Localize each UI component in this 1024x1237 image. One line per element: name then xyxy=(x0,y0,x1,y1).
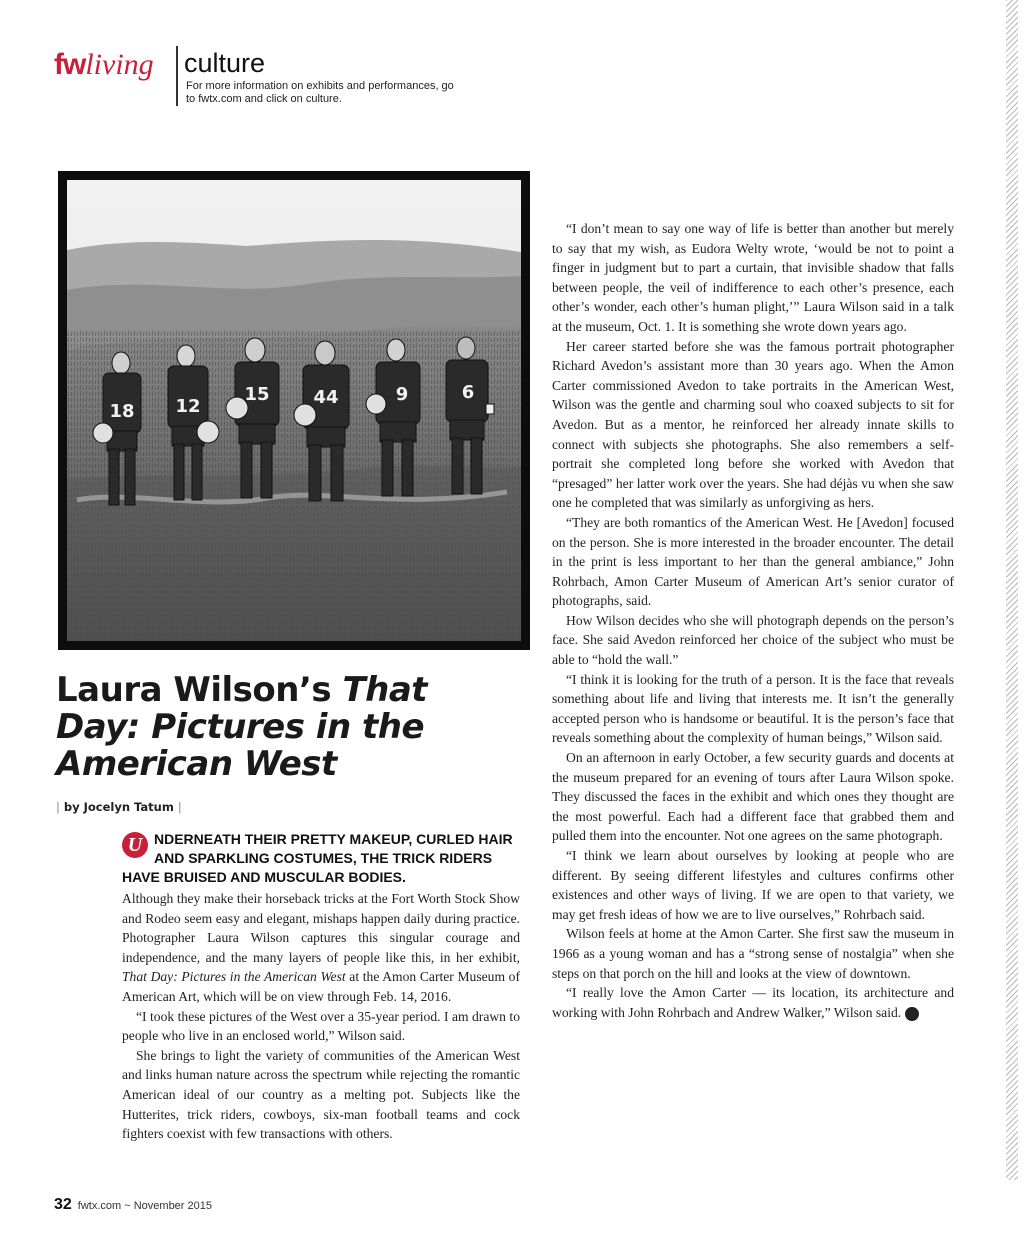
svg-text:12: 12 xyxy=(175,396,201,417)
edge-hatch-decoration xyxy=(1006,0,1018,1180)
lead-text: NDERNEATH THEIR PRETTY MAKEUP, CURLED HAIR AND SPARKLING COSTUMES, THE TRICK RIDERS HAVE BRUISED AND MUSCULAR BODIES. xyxy=(122,831,513,885)
article-column-left xyxy=(122,830,520,1144)
lead-paragraph xyxy=(122,830,520,887)
paragraph-text: “I really love the Amon Carter — its location, its architecture and working with John Rohrbach and Andrew Walker,” Wilson said. xyxy=(552,985,954,1020)
body-paragraph: “I think it is looking for the truth of a person. It is the face that reveals something about life and living that interests me. It isn’t the generally accepted person who is handsome or beautiful. It is the person’s face that reveals something about the complexity of human beings,” Wilson said. xyxy=(552,671,954,746)
header-divider xyxy=(176,46,178,106)
body-paragraph: “I don’t mean to say one way of life is better than another but merely to say that my wish, as Eudora Welty wrote, ‘would be not to point a finger in judgment but to part a curtain, that invisible shadow that falls between people, the veil of indifference to each other’s presence, each other’s wonder, each other’s human plight,’” Laura Wilson said in a talk at the museum, Oct. 1. It is something she wrote down years ago. xyxy=(552,221,954,334)
svg-text:6: 6 xyxy=(461,382,475,403)
body-paragraph: “They are both romantics of the American West. He [Avedon] focused on the person. She is more interested in the broader encounter. The detail in the print is less important to her than the general ambiance,” John Rohrbach, Amon Carter Museum of American Art’s senior curator of photographs, said. xyxy=(552,514,954,609)
body-paragraph-last xyxy=(552,983,954,1022)
article-headline xyxy=(56,672,496,783)
end-mark-icon: fw xyxy=(905,1007,919,1021)
brand-living: living xyxy=(85,48,154,81)
body-paragraph: “I think we learn about ourselves by looking at people who are different. By seeing different lifestyles and cultures confirms other existences and other ways of living. If we are open to that variety, we may get fresh ideas of how we are to live ourselves,” Rohrbach said. xyxy=(552,848,954,922)
article-photo xyxy=(58,171,530,650)
body-paragraph: Wilson feels at home at the Amon Carter. She first saw the museum in 1966 as a young woman and has a “strong sense of nostalgia” when she steps on that porch on the hill and looks at the view of downtown. xyxy=(552,926,954,981)
section-title: culture xyxy=(184,48,266,78)
headline-regular: Laura Wilson’s xyxy=(56,670,343,710)
body-paragraph: “I took these pictures of the West over a 35-year period. I am drawn to people who live in an enclosed world,” Wilson said. xyxy=(122,1008,520,1044)
page-footer xyxy=(54,1196,212,1214)
headline-italic: That Day: Pictures in the American West xyxy=(56,670,428,784)
svg-text:9: 9 xyxy=(395,384,409,405)
byline-author: by Jocelyn Tatum xyxy=(63,800,174,814)
byline: | by Jocelyn Tatum | xyxy=(56,800,182,814)
svg-text:15: 15 xyxy=(244,384,270,405)
section-subtext: For more information on exhibits and performances, go to fwtx.com and click on culture. xyxy=(186,80,454,105)
footer-text: fwtx.com ~ November 2015 xyxy=(77,1200,212,1212)
football-team-photo-icon xyxy=(67,180,521,641)
article-column-right xyxy=(552,219,954,1022)
svg-text:18: 18 xyxy=(109,401,135,422)
body-paragraph: How Wilson decides who she will photograph depends on the person’s face. She said Avedon reinforced her choice of the subject who must be able to “hold the wall.” xyxy=(552,612,954,668)
svg-text:44: 44 xyxy=(313,387,339,408)
brand-fw: fw xyxy=(54,48,86,81)
exhibit-title: That Day: Pictures in the American West xyxy=(122,969,346,985)
body-paragraph: She brings to light the variety of communities of the American West and links human nature across the spectrum while rejecting the romantic American ideal of our country as a melting pot. Subjects like the Hutterites, trick riders, cowboys, six-man football teams and cock fighters coexist with few transactions with others. xyxy=(122,1047,520,1142)
body-paragraph: On an afternoon in early October, a few security guards and docents at the museum prepared for an evening of tours after Laura Wilson spoke. They discussed the faces in the exhibit and which ones they thought are the most powerful. Each had a different face that grabbed them and pulled them into the encounter. Not one agrees on the same photograph. xyxy=(552,750,954,844)
body-paragraph: Her career started before she was the famous portrait photographer Richard Avedon’s assistant more than 30 years ago. When the Amon Carter commissioned Avedon to take portraits in the American West, Wilson was the gentle and charming soul who coaxed subjects to sit for Avedon. But as a mentor, he reinforced her already innate skills to connect with subjects she photographs. She also remembers a self-portrait she completed long before she worked with Avedon that “presaged” her latter work over the years. She had déjàs vu when she saw one he completed that was similarly as unforgiving as hers. xyxy=(552,338,954,511)
paragraph-text: Although they make their horseback tricks at the Fort Worth Stock Show and Rodeo seem easy and elegant, mishaps happen daily during practice. Photographer Laura Wilson captures this singular courage and independence, and the many layers of people like this, in her exhibit, xyxy=(122,891,520,965)
brand-logo xyxy=(54,50,154,80)
dropcap: U xyxy=(122,832,148,858)
paragraph-text: at the Amon Carter Museum of American Art, which will be on view through Feb. 14, 2016. xyxy=(122,969,520,1004)
page-number: 32 xyxy=(54,1196,72,1213)
body-paragraph xyxy=(122,889,520,1007)
